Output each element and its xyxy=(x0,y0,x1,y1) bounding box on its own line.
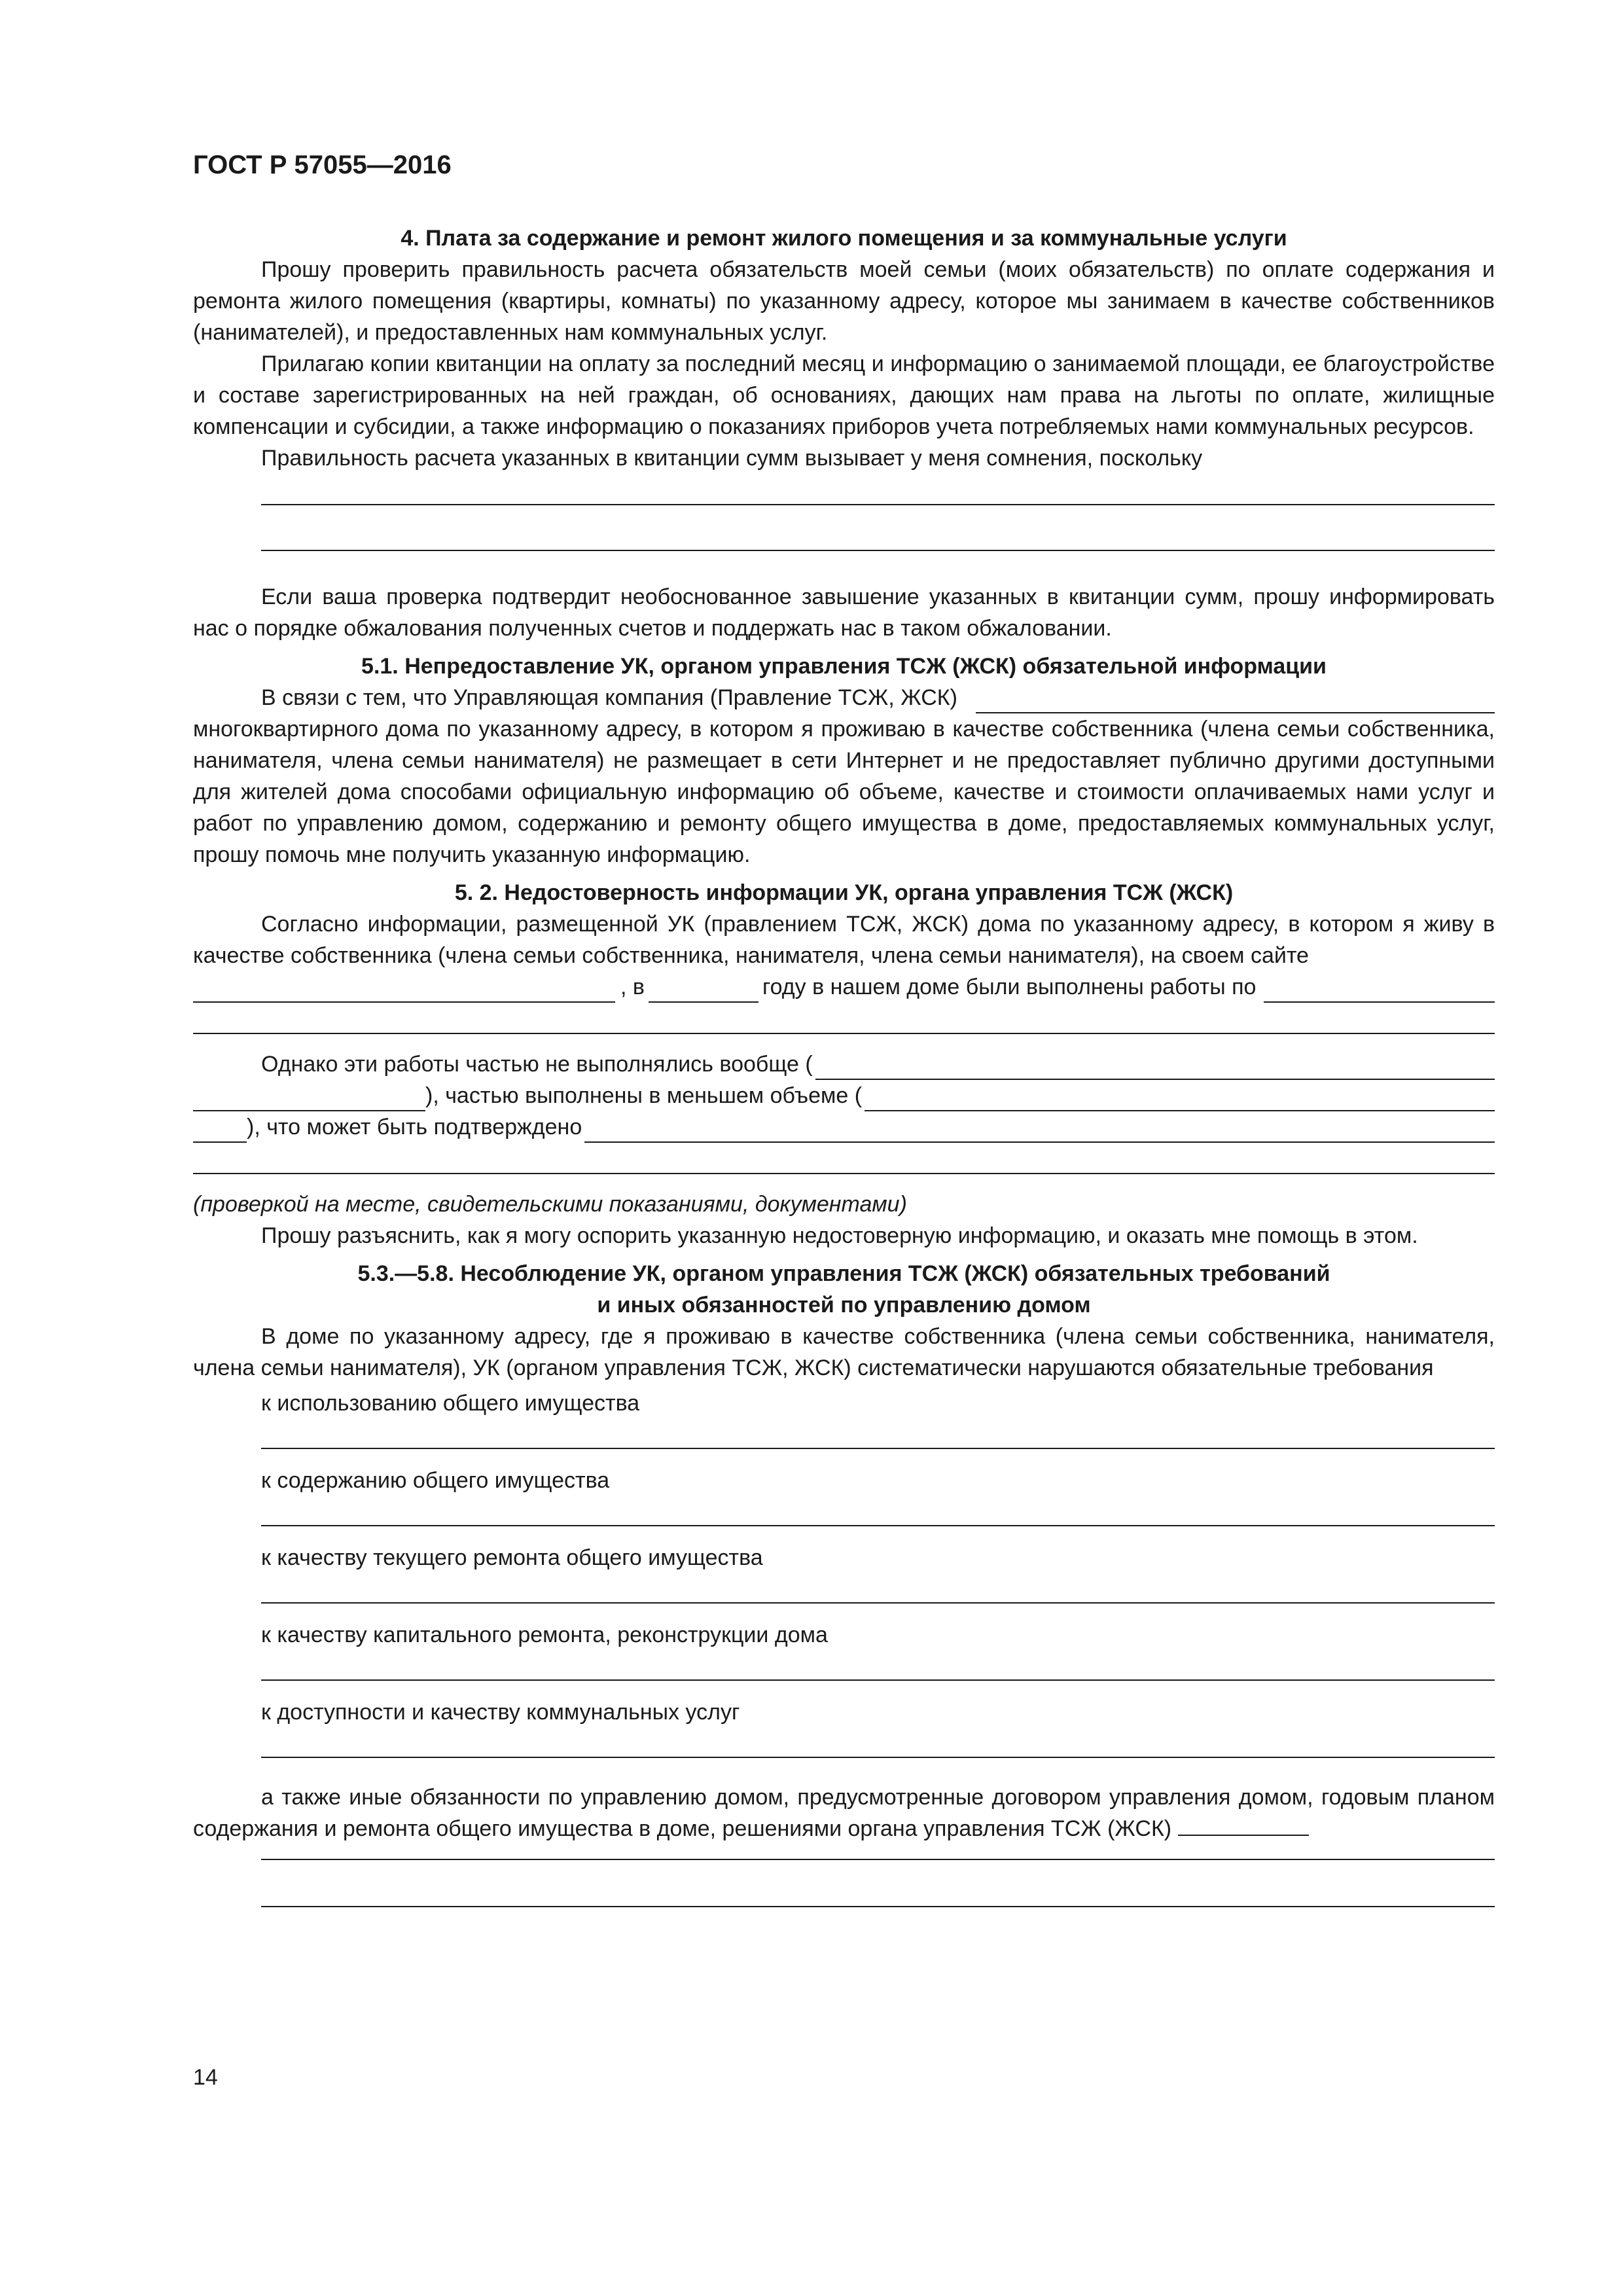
section-4-paragraph-2: Прилагаю копии квитанции на оплату за последний месяц и информацию о занимаемой площади, ее благоустройстве и составе зарегистрированных на ней граждан, об основаниях, дающих нам права на льготы по оплате, жилищные компенсации и субсидии, а также информацию о показаниях приборов учета потребляемых нами коммунальных ресурсов. xyxy=(193,351,1495,439)
blank-field-works[interactable] xyxy=(1264,975,1495,1003)
blank-field-year[interactable] xyxy=(649,975,758,1003)
requirement-label: к содержанию общего имущества xyxy=(261,1468,610,1493)
blank-line[interactable] xyxy=(261,1419,1495,1449)
partly-row xyxy=(193,1080,1495,1111)
evidence-note: (проверкой на месте, свидетельскими показаниями, документами) xyxy=(193,1192,907,1217)
requirement-item xyxy=(193,1696,1495,1758)
section-5-2-title: 5. 2. Недостоверность информации УК, органа управления ТСЖ (ЖСК) xyxy=(454,880,1234,905)
section-5-1-body: многоквартирного дома по указанному адресу, в котором я проживаю в качестве собственника (члена семьи собственника, нанимателя, члена семьи нанимателя) не размещает в сети Интернет и не предоставляет публично другими доступными для жителей дома способами официальную информацию об объеме, качестве и стоимости оплачиваемых нами услуг и работ по управлению домом, содержанию и ремонту общего имущества в доме, предоставляемых коммунальных услуг, прошу помочь мне получить указанную информацию. xyxy=(193,717,1495,867)
not-done-text: Однако эти работы частью не выполнялись вообще ( xyxy=(261,1052,813,1077)
requirement-item xyxy=(193,1465,1495,1526)
requirement-item xyxy=(193,1619,1495,1681)
also-text: а также иные обязанности по управлению домом, предусмотренные договором управления домом, годовым планом содержания и ремонта общего имущества в доме, решениями органа управления ТСЖ (ЖСК) xyxy=(193,1785,1495,1841)
section-5-1-lead-row xyxy=(193,682,1495,713)
blank-field-partly[interactable] xyxy=(865,1084,1495,1111)
section-5-2-site-row xyxy=(193,971,1495,1003)
in-text: , в xyxy=(620,975,645,999)
blank-field-other[interactable] xyxy=(1178,1815,1309,1836)
blank-line[interactable] xyxy=(261,1876,1495,1907)
section-5-3-also xyxy=(193,1782,1495,1844)
page-number: 14 xyxy=(193,2065,218,2090)
requirement-label: к доступности и качеству коммунальных услуг xyxy=(261,1700,740,1725)
blank-line[interactable] xyxy=(261,1844,1495,1860)
blank-field-company[interactable] xyxy=(976,686,1495,713)
blank-line[interactable] xyxy=(193,1003,1495,1034)
section-5-1-title: 5.1. Непредоставление УК, органом управления ТСЖ (ЖСК) обязательной информации xyxy=(361,654,1327,679)
confirmed-row xyxy=(193,1111,1495,1143)
page-content xyxy=(193,223,1495,1922)
section-4-paragraph-4: Если ваша проверка подтвердит необоснованное завышение указанных в квитанции сумм, прошу информировать нас о порядке обжалования полученных счетов и поддержать нас в таком обжаловании. xyxy=(193,584,1495,641)
partly-text: ), частью выполнены в меньшем объеме ( xyxy=(425,1083,863,1108)
requirement-label: к использованию общего имущества xyxy=(261,1391,640,1416)
blank-line[interactable] xyxy=(261,1573,1495,1604)
blank-line[interactable] xyxy=(193,1143,1495,1174)
blank-line[interactable] xyxy=(261,1651,1495,1681)
blank-field-not-done-cont[interactable] xyxy=(193,1084,425,1111)
section-5-3-title-line-2: и иных обязанностей по управлению домом xyxy=(597,1293,1091,1318)
requirement-label: к качеству текущего ремонта общего имущества xyxy=(261,1545,763,1570)
section-5-1-lead: В связи с тем, что Управляющая компания (Правление ТСЖ, ЖСК) xyxy=(261,685,957,710)
requirement-item xyxy=(193,1388,1495,1449)
section-4-paragraph-1: Прошу проверить правильность расчета обязательств моей семьи (моих обязательств) по оплате содержания и ремонта жилого помещения (квартиры, комнаты) по указанному адресу, которое мы занимаем в качестве собственников (нанимателей), и предоставленных нам коммунальных услуг. xyxy=(193,257,1495,345)
section-5-2-request: Прошу разъяснить, как я могу оспорить указанную недостоверную информацию, и оказать мне помощь в этом. xyxy=(261,1223,1418,1248)
requirement-item xyxy=(193,1542,1495,1604)
blank-field-site[interactable] xyxy=(193,975,615,1003)
blank-line[interactable] xyxy=(261,1496,1495,1526)
confirmed-text: ), что может быть подтверждено xyxy=(247,1115,582,1139)
blank-field-partly-cont[interactable] xyxy=(193,1115,247,1143)
section-5-3-paragraph-1: В доме по указанному адресу, где я проживаю в качестве собственника (члена семьи собственника, нанимателя, члена семьи нанимателя), УК (органом управления ТСЖ, ЖСК) систематически нарушаются обязательные требования xyxy=(193,1324,1495,1380)
standard-number: ГОСТ Р 57055—2016 xyxy=(193,151,452,179)
section-5-3-title-line-1: 5.3.—5.8. Несоблюдение УК, органом управления ТСЖ (ЖСК) обязательных требований xyxy=(357,1261,1330,1286)
blank-line[interactable] xyxy=(261,1728,1495,1758)
requirement-label: к качеству капитального ремонта, реконструкции дома xyxy=(261,1623,828,1647)
not-done-row xyxy=(193,1049,1495,1080)
blank-field-evidence[interactable] xyxy=(584,1115,1495,1143)
blank-field-not-done[interactable] xyxy=(815,1052,1495,1080)
blank-line[interactable] xyxy=(261,520,1495,551)
section-4-title: 4. Плата за содержание и ремонт жилого помещения и за коммунальные услуги xyxy=(401,226,1287,251)
section-4-paragraph-3: Правильность расчета указанных в квитанции сумм вызывает у меня сомнения, поскольку xyxy=(261,446,1203,471)
section-5-2-paragraph-1: Согласно информации, размещенной УК (правлением ТСЖ, ЖСК) дома по указанному адресу, в котором я живу в качестве собственника (члена семьи собственника, нанимателя, члена семьи нанимателя), на своем сайте xyxy=(193,912,1495,968)
blank-line[interactable] xyxy=(261,474,1495,505)
year-text: году в нашем доме были выполнены работы по xyxy=(762,975,1257,999)
